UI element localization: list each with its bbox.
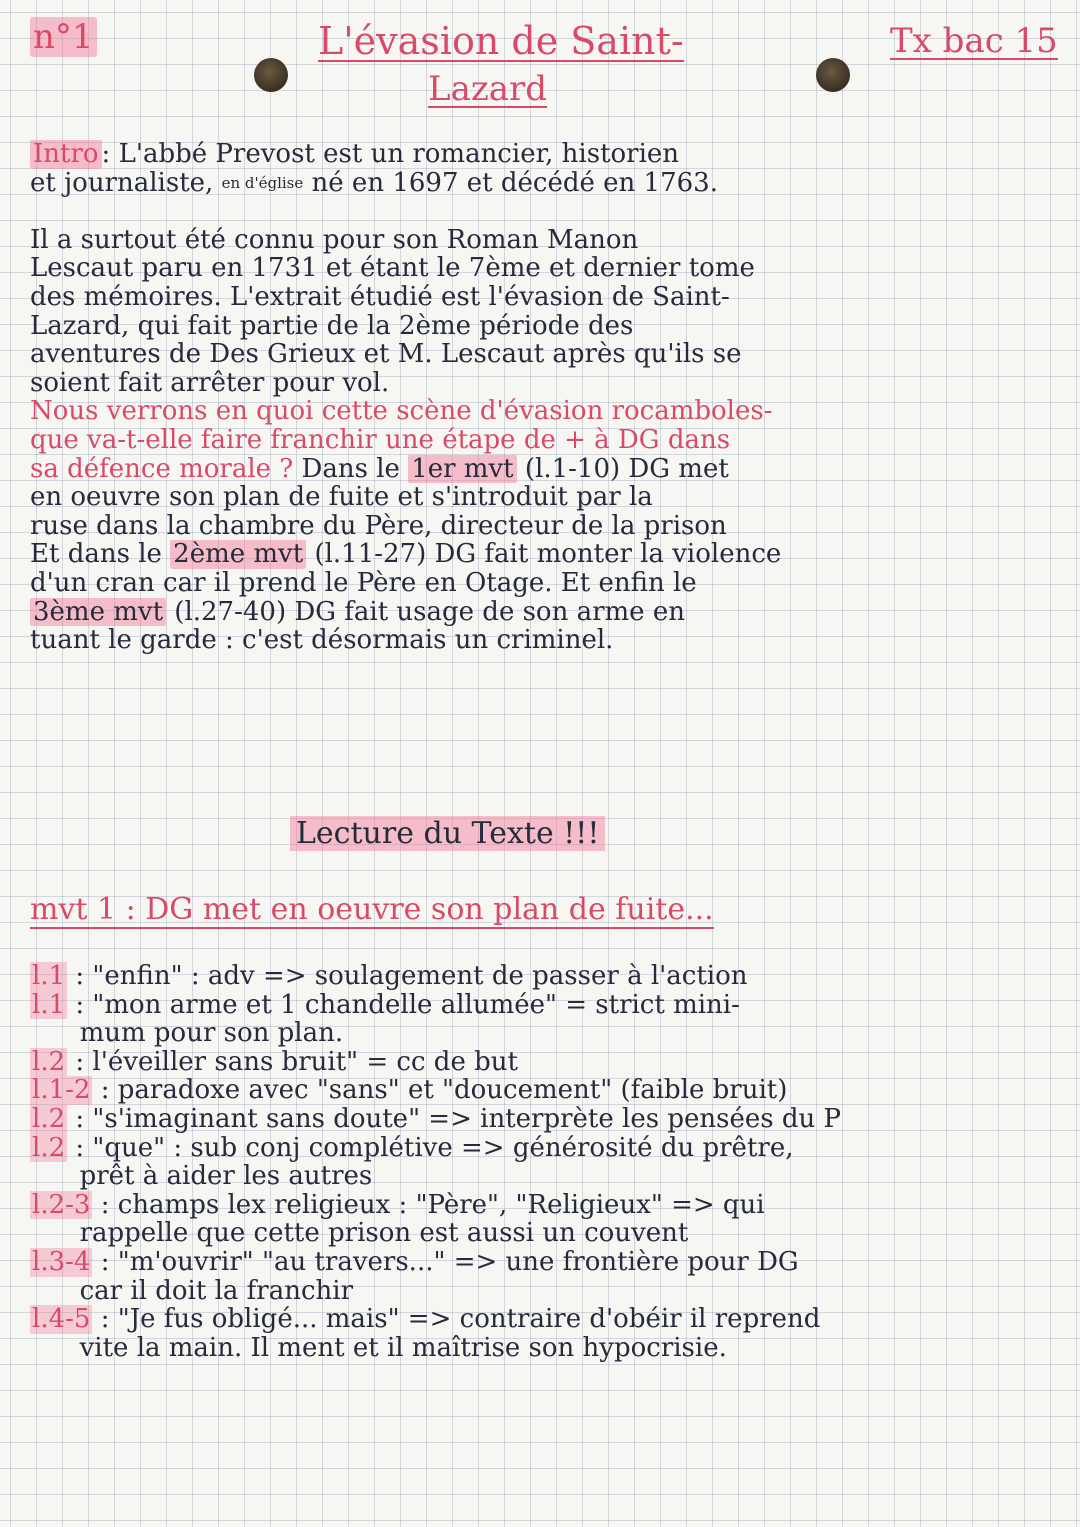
plan-text-c: Et dans le bbox=[30, 540, 171, 569]
plan-line: ruse dans la chambre du Père, directeur de la prison bbox=[30, 511, 727, 541]
plan-text-f: (l.27-40) DG fait usage de son arme en bbox=[166, 597, 685, 627]
problematic-end: sa défence morale ? bbox=[30, 454, 294, 484]
note-text: : "enfin" : adv => soulagement de passer à l'action bbox=[67, 962, 748, 991]
problematic-line: Nous verrons en quoi cette scène d'évasion rocamboles- bbox=[30, 397, 773, 426]
intro-p2-line: Il a surtout été connu pour son Roman Manon bbox=[30, 225, 639, 255]
line-ref: l.1-2 bbox=[32, 1076, 91, 1105]
title-line-2: Lazard bbox=[428, 69, 548, 109]
note-text: : "que" : sub conj complétive => générosité du prêtre, bbox=[67, 1133, 794, 1163]
note-text: : champs lex religieux : "Père", "Religieux" => qui bbox=[92, 1190, 765, 1220]
note-text: : "s'imaginant sans doute" => interprète les pensées du P bbox=[67, 1104, 841, 1134]
intro-p2-line: Lescaut paru en 1731 et étant le 7ème et dernier tome bbox=[30, 254, 755, 283]
line-ref: l.4-5 bbox=[32, 1305, 91, 1334]
intro-text-2b: né en 1697 et décédé en 1763. bbox=[303, 168, 718, 198]
note-line bbox=[30, 1334, 1060, 1363]
plan-line-1 bbox=[30, 455, 1060, 484]
note-line bbox=[30, 991, 1060, 1020]
note-line bbox=[30, 1305, 1060, 1334]
section-title bbox=[30, 892, 714, 927]
binder-hole-left bbox=[254, 58, 288, 92]
intro-line-1 bbox=[30, 140, 1060, 169]
note-text: rappelle que cette prison est aussi un couvent bbox=[30, 1219, 689, 1248]
note-number bbox=[30, 17, 97, 57]
intro-label: Intro bbox=[30, 140, 102, 169]
note-line bbox=[30, 1048, 1060, 1077]
line-ref: l.2 bbox=[32, 1104, 66, 1134]
reading-heading-text: Lecture du Texte !!! bbox=[290, 816, 605, 851]
plan-mvt3: 3ème mvt bbox=[30, 598, 166, 627]
note-line bbox=[30, 1277, 1060, 1306]
note-text: : "m'ouvrir" "au travers..." => une frontière pour DG bbox=[92, 1247, 799, 1277]
note-text: prêt à aider les autres bbox=[30, 1162, 373, 1191]
plan-line: d'un cran car il prend le Père en Otage. Et enfin le bbox=[30, 568, 697, 598]
intro-p2-line: aventures de Des Grieux et M. Lescaut après qu'ils se bbox=[30, 340, 742, 369]
plan-mvt1: 1er mvt bbox=[408, 455, 516, 484]
note-line bbox=[30, 1248, 1060, 1277]
intro-p2-line: Lazard, qui fait partie de la 2ème période des bbox=[30, 311, 634, 341]
reading-heading bbox=[290, 816, 605, 851]
plan-text-b: (l.1-10) DG met bbox=[516, 454, 729, 484]
note-line bbox=[30, 1019, 1060, 1048]
note-text: : "Je fus obligé... mais" => contraire d'obéir il reprend bbox=[92, 1305, 821, 1334]
line-ref: l.2-3 bbox=[32, 1190, 91, 1220]
notes-list bbox=[30, 962, 1060, 1362]
intro-text-1: : L'abbé Prevost est un romancier, historien bbox=[101, 140, 680, 169]
plan-line: tuant le garde : c'est désormais un criminel. bbox=[30, 626, 614, 655]
title-line-1: L'évasion de Saint- bbox=[318, 19, 684, 63]
plan-text-d: (l.11-27) DG fait monter la violence bbox=[306, 540, 782, 569]
note-line bbox=[30, 962, 1060, 991]
note-line bbox=[30, 1076, 1060, 1105]
note-text: : l'éveiller sans bruit" = cc de but bbox=[67, 1047, 518, 1077]
note-line bbox=[30, 1134, 1060, 1163]
intro-text-2a: et journaliste, bbox=[30, 168, 222, 198]
line-ref: l.1 bbox=[32, 962, 66, 991]
intro-line-2 bbox=[30, 169, 1060, 198]
note-line bbox=[30, 1162, 1060, 1191]
exam-tag: Tx bac 15 bbox=[890, 21, 1058, 61]
intro-superscript: en d'église bbox=[221, 173, 304, 192]
intro-p2-line: des mémoires. L'extrait étudié est l'évasion de Saint- bbox=[30, 282, 730, 312]
note-number-text: n°1 bbox=[30, 17, 97, 57]
problematic-line: que va-t-elle faire franchir une étape de + à DG dans bbox=[30, 425, 731, 455]
blank-line bbox=[30, 197, 1060, 226]
note-line bbox=[30, 1219, 1060, 1248]
plan-line-2 bbox=[30, 540, 1060, 569]
note-text: vite la main. Il ment et il maîtrise son hypocrisie. bbox=[30, 1333, 727, 1363]
line-ref: l.1 bbox=[32, 990, 66, 1020]
binder-hole-right bbox=[816, 58, 850, 92]
plan-line: en oeuvre son plan de fuite et s'introduit par la bbox=[30, 483, 653, 512]
note-line bbox=[30, 1191, 1060, 1220]
line-ref: l.3-4 bbox=[32, 1247, 91, 1277]
line-ref: l.2 bbox=[32, 1047, 66, 1077]
plan-mvt2: 2ème mvt bbox=[170, 540, 306, 569]
intro-p2-line: soient fait arrêter pour vol. bbox=[30, 368, 390, 398]
section-title-text: mvt 1 : DG met en oeuvre son plan de fuite... bbox=[30, 892, 714, 927]
note-line bbox=[30, 1105, 1060, 1134]
intro-block bbox=[30, 140, 1060, 655]
plan-text-a: Dans le bbox=[293, 454, 409, 484]
note-text: car il doit la franchir bbox=[30, 1276, 353, 1306]
line-ref: l.2 bbox=[32, 1133, 66, 1163]
note-text: : paradoxe avec "sans" et "doucement" (faible bruit) bbox=[92, 1076, 788, 1105]
note-text: mum pour son plan. bbox=[30, 1019, 344, 1048]
plan-line-3 bbox=[30, 598, 1060, 627]
note-text: : "mon arme et 1 chandelle allumée" = strict mini- bbox=[67, 990, 740, 1020]
